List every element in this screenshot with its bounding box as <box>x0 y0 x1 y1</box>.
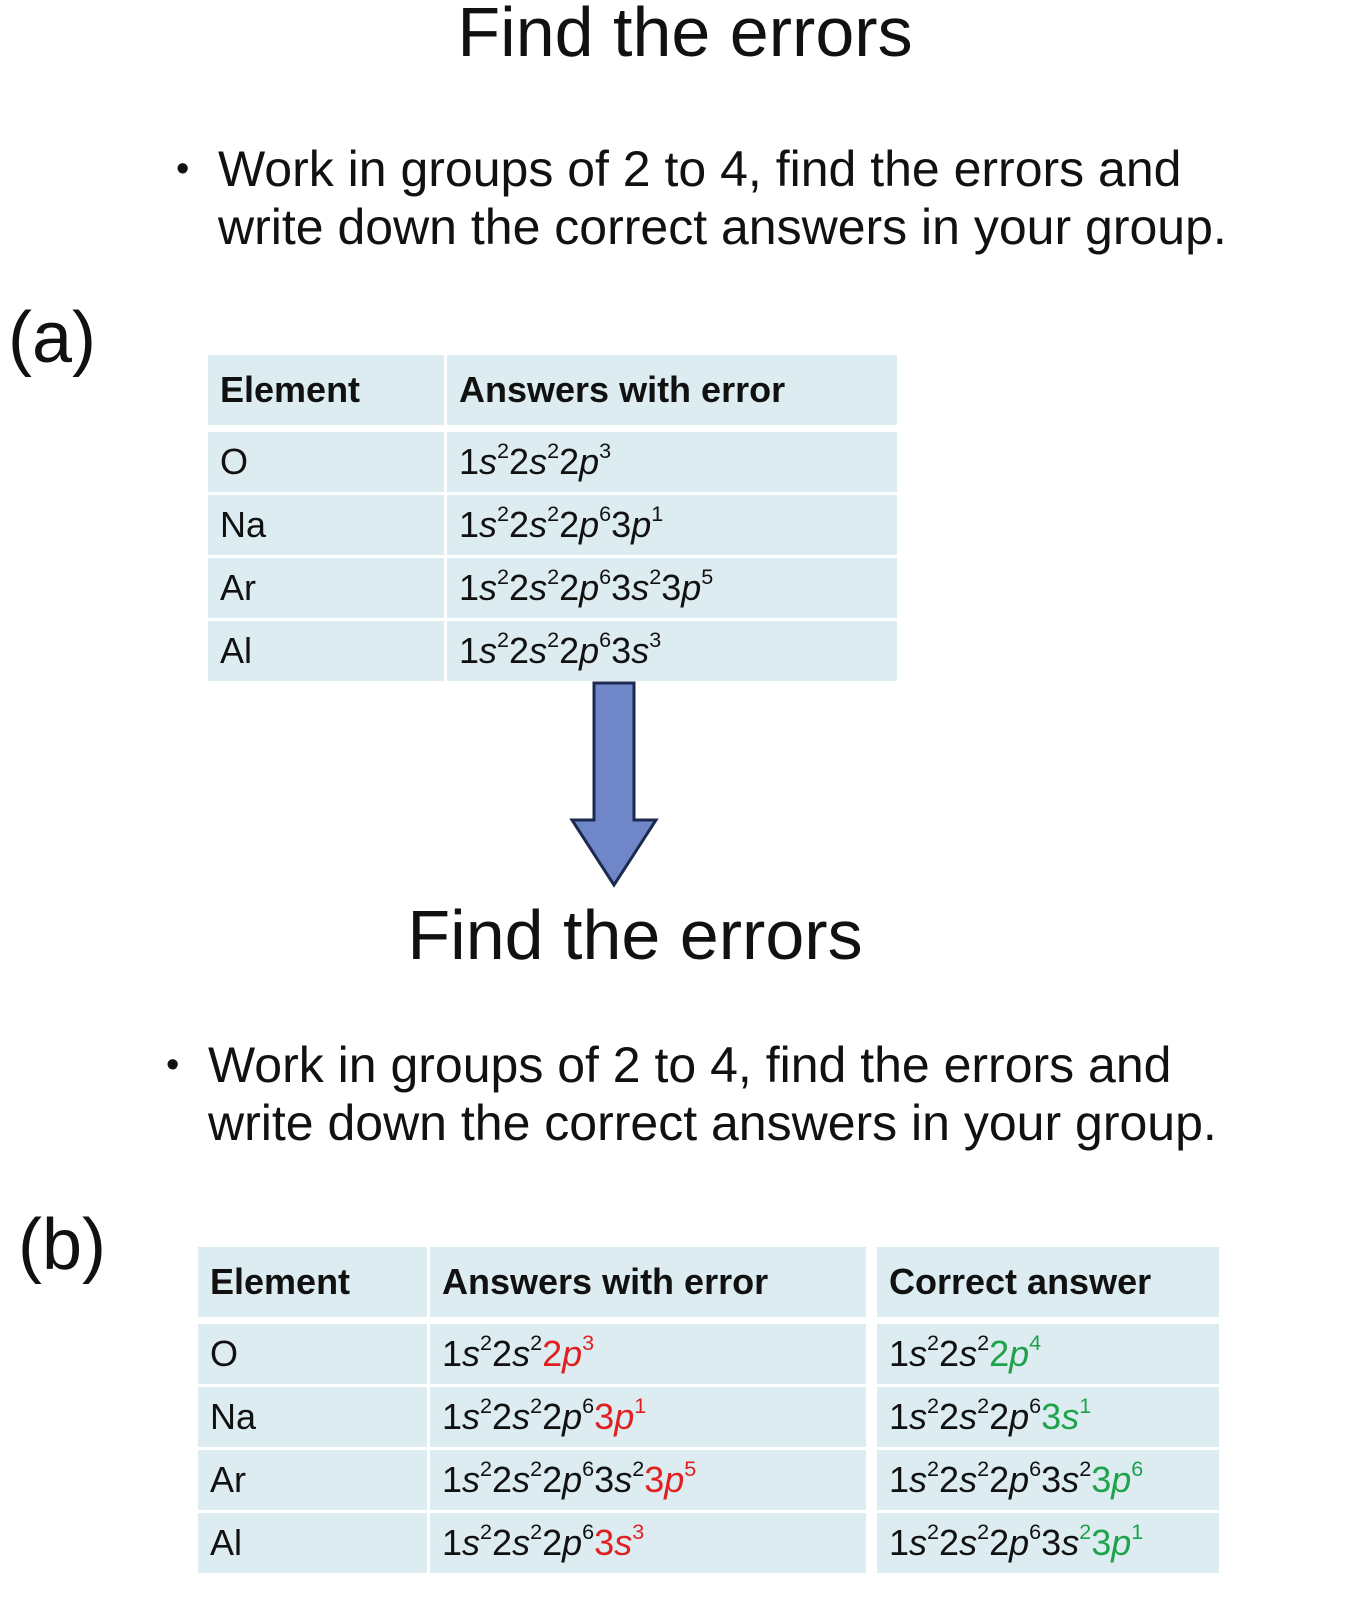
panel-label-b: (b) <box>18 1205 106 1285</box>
header-answers: Answers with error <box>430 1247 874 1321</box>
top-title: Find the errors <box>457 0 913 71</box>
element-cell: Al <box>208 621 444 681</box>
table-header-row <box>208 355 897 429</box>
table-row <box>198 1324 1219 1384</box>
element-cell: O <box>198 1324 427 1384</box>
bottom-bullet-line-2: write down the correct answers in your group. <box>208 1095 1217 1151</box>
table-header-row <box>198 1247 1219 1321</box>
bottom-table <box>195 1244 1222 1576</box>
table-row <box>198 1387 1219 1447</box>
bottom-title: Find the errors <box>407 896 863 974</box>
element-cell: Ar <box>198 1450 427 1510</box>
bottom-bullet-line-1: Work in groups of 2 to 4, find the errors and <box>208 1037 1172 1093</box>
element-cell: Na <box>198 1387 427 1447</box>
down-arrow-icon <box>568 680 660 890</box>
correct-config-cell: $1s^22s^22p^63s^23p^1$ <box>877 1513 1219 1573</box>
error-config-cell: $1s^22s^22p^63s^23p^5$ <box>430 1450 874 1510</box>
element-cell: Ar <box>208 558 444 618</box>
table-row <box>208 621 897 681</box>
header-correct: Correct answer <box>877 1247 1219 1321</box>
top-bullet-line-2: write down the correct answers in your group. <box>218 199 1227 255</box>
element-cell: Na <box>208 495 444 555</box>
config-cell: $1s^22s^22p^63p^1$ <box>447 495 897 555</box>
config-cell: $1s^22s^22p^63s^23p^5$ <box>447 558 897 618</box>
top-bullet-line-1: Work in groups of 2 to 4, find the errors and <box>218 141 1182 197</box>
config-cell: $1s^22s^22p^63s^3$ <box>447 621 897 681</box>
config-cell: $1s^22s^22p^3$ <box>447 432 897 492</box>
correct-config-cell: $1s^22s^22p^63s^23p^6$ <box>877 1450 1219 1510</box>
error-config-cell: $1s^22s^22p^3$ <box>430 1324 874 1384</box>
bottom-instructions <box>166 1036 1217 1152</box>
element-cell: Al <box>198 1513 427 1573</box>
table-row <box>208 558 897 618</box>
top-table <box>205 352 900 684</box>
table-row <box>208 495 897 555</box>
header-answers: Answers with error <box>447 355 897 429</box>
panel-label-a: (a) <box>8 298 96 378</box>
bullet-icon: • <box>176 148 190 190</box>
correct-config-cell: $1s^22s^22p^4$ <box>877 1324 1219 1384</box>
header-element: Element <box>198 1247 427 1321</box>
header-element: Element <box>208 355 444 429</box>
table-row <box>198 1513 1219 1573</box>
error-config-cell: $1s^22s^22p^63s^3$ <box>430 1513 874 1573</box>
top-instructions <box>176 140 1227 256</box>
table-row <box>198 1450 1219 1510</box>
element-cell: O <box>208 432 444 492</box>
bullet-icon: • <box>166 1044 180 1086</box>
table-row <box>208 432 897 492</box>
error-config-cell: $1s^22s^22p^63p^1$ <box>430 1387 874 1447</box>
correct-config-cell: $1s^22s^22p^63s^1$ <box>877 1387 1219 1447</box>
